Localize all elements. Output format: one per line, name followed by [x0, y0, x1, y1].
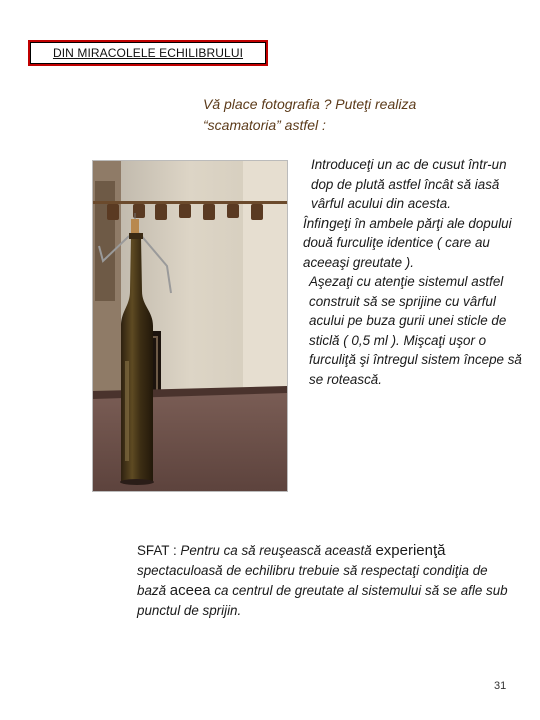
- instruction-2-part-a: Înfi: [303, 215, 321, 231]
- intro-line-2: “scamatoria” astfel :: [203, 117, 326, 133]
- bottle-scene-image: [93, 161, 287, 491]
- instructions-text: [293, 155, 523, 389]
- tip-text-4: aceea: [169, 582, 211, 599]
- tip-text-3: spectaculoasă de echilibru trebuie să respectaţi condiţia de bază: [137, 563, 488, 598]
- instruction-paragraph-1: Introduceţi un ac de cusut într-un dop de plută astfel încât să iasă vârful acului din acesta.: [311, 157, 507, 211]
- instruction-2-part-b: n: [320, 214, 330, 232]
- page-title: DIN MIRACOLELE ECHILIBRULUI: [30, 42, 266, 64]
- title-box: [28, 40, 268, 66]
- instruction-paragraph-3: Aşezaţi cu atenţie sistemul astfel construit să se sprijine cu vârful acului pe buza gurii unei sticle de sticlă ( 0,5 ml ). Mişcaţi uşor o furculiţă şi întregul sistem începe să se rotească.: [309, 274, 522, 387]
- tip-text-1: Pentru ca să reuşească această: [176, 543, 376, 558]
- intro-text: [203, 94, 473, 136]
- tip-paragraph: [137, 541, 512, 621]
- instruction-paragraph-2: [293, 214, 523, 273]
- tip-text-5: ca centrul de greutate al sistemului să se afle sub punctul de sprijin.: [137, 583, 508, 618]
- experiment-photo: [92, 160, 288, 492]
- instruction-2-part-c: geţi în ambele părţi ale dopului două furculiţe identice ( care au aceeaşi greutate ).: [303, 215, 512, 270]
- intro-line-1: Vă place fotografia ? Puteţi realiza: [203, 96, 417, 112]
- page-number: 31: [494, 680, 507, 692]
- tip-label: SFAT :: [137, 543, 177, 558]
- tip-text-2: experienţă: [375, 542, 446, 559]
